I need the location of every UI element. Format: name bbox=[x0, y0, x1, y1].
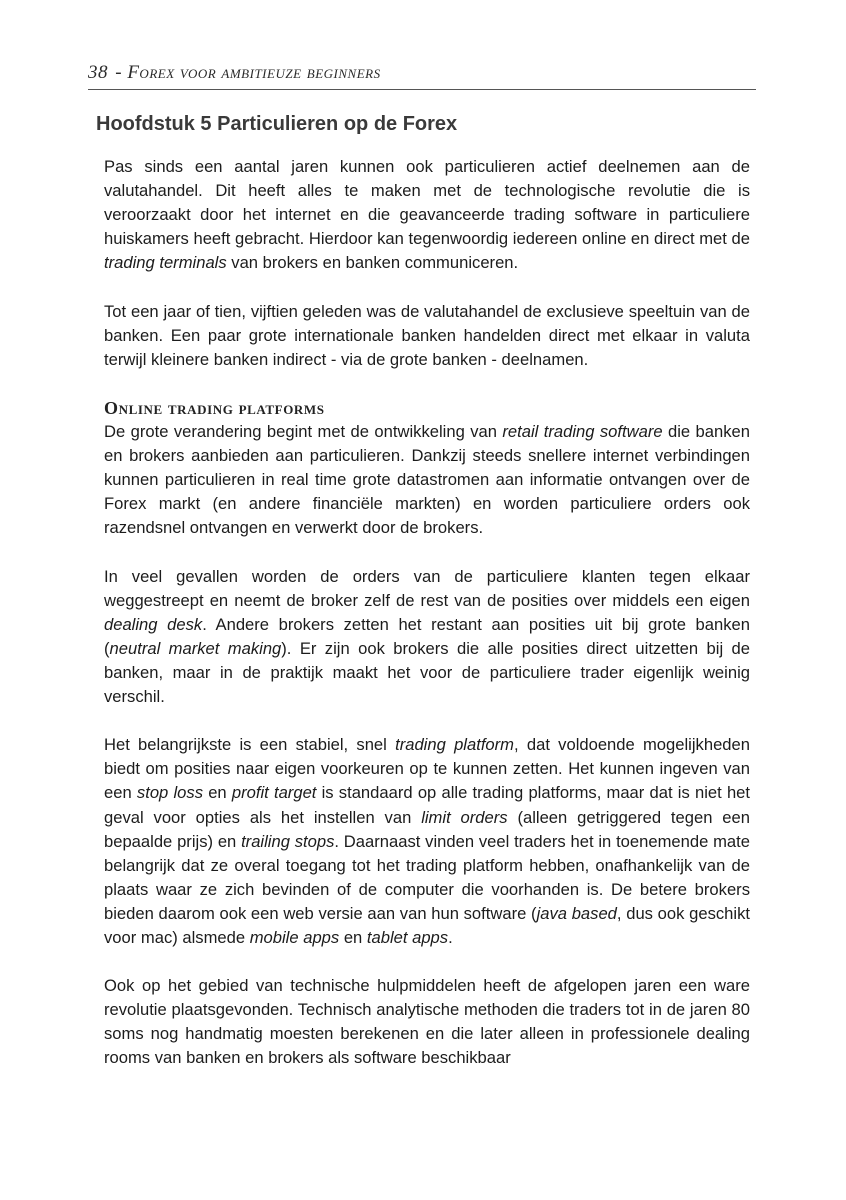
emphasis: stop loss bbox=[136, 783, 203, 803]
text-run: . Daarnaast vinden veel traders het in toenemende mate belangrijk dat ze overal toegang tot het trading platform hebben, onafhankelijk van de plaats waar ze zich bevinden of de computer die voorhanden is. De betere brokers bieden daarom ook een web versie aan van hun software ( bbox=[104, 831, 751, 923]
paragraph-2 bbox=[104, 300, 750, 372]
emphasis: dealing desk bbox=[104, 614, 203, 634]
paragraph-5 bbox=[104, 733, 750, 950]
text-run: (alleen getriggered tegen een bepaalde prijs) en bbox=[104, 807, 750, 851]
emphasis: retail trading software bbox=[502, 422, 663, 442]
text-run: , dus ook geschikt voor mac) alsmede bbox=[104, 903, 750, 947]
running-header bbox=[88, 62, 756, 90]
text-run: en bbox=[339, 928, 367, 947]
text-run: van brokers en banken communiceren. bbox=[226, 253, 519, 273]
text-run: , dat voldoende mogelijkheden biedt om posities naar eigen voorkeuren op te kunnen zetten. Het kunnen ingeven van een bbox=[104, 735, 750, 803]
text-run: De grote verandering begint met de ontwikkeling van bbox=[104, 422, 503, 442]
body-text bbox=[104, 155, 750, 1071]
emphasis: java based bbox=[536, 903, 617, 923]
section-heading: Online trading platforms bbox=[104, 397, 325, 418]
text-run: is standaard op alle trading platforms, maar dat is niet het geval voor opties als het instellen van bbox=[104, 783, 751, 827]
text-run: ). Er zijn ook brokers die alle posities direct uitzetten bij de banken, maar in de praktijk maakt het voor de particuliere trader eigenlijk weinig verschil. bbox=[104, 638, 750, 707]
text-run: . Andere brokers zetten het restant aan posities uit bij grote banken ( bbox=[104, 614, 750, 658]
chapter-title: Hoofdstuk 5 Particulieren op de Forex bbox=[96, 113, 458, 135]
emphasis: trading platform bbox=[395, 735, 515, 755]
text-run: . bbox=[448, 928, 453, 947]
text-run: Het belangrijkste is een stabiel, snel bbox=[104, 735, 396, 755]
text-run: Pas sinds een aantal jaren kunnen ook particulieren actief deelnemen aan de valutahandel. Dit heeft alles te maken met de technologische revolutie die is veroorzaakt door het internet en die geavanceerde trading software in particuliere huiskamers heeft gebracht. Hierdoor kan tegenwoordig iedereen online en direct met de bbox=[104, 157, 750, 249]
header-rule bbox=[88, 89, 756, 90]
page-number: 38 bbox=[88, 62, 108, 83]
emphasis: trading terminals bbox=[104, 253, 227, 273]
emphasis: limit orders bbox=[421, 807, 508, 827]
paragraph-1 bbox=[104, 155, 750, 275]
paragraph-3 bbox=[104, 420, 750, 540]
emphasis: profit target bbox=[231, 783, 317, 803]
book-title: Forex voor ambitieuze beginners bbox=[127, 62, 381, 83]
text-run: en bbox=[203, 783, 232, 803]
emphasis: trailing stops bbox=[241, 831, 335, 851]
text-run: In veel gevallen worden de orders van de particuliere klanten tegen elkaar weggestreept en neemt de broker zelf de rest van de posities over middels een eigen bbox=[104, 566, 750, 610]
text-run: Tot een jaar of tien, vijftien geleden was de valutahandel de exclusieve speeltuin van de banken. Een paar grote internationale banken handelden direct met elkaar in valuta terwijl kleinere banken indirect - via de grote banken - deelnamen. bbox=[104, 301, 750, 369]
text-run: Ook op het gebied van technische hulpmiddelen heeft de afgelopen jaren een ware revolutie plaatsgevonden. Technisch analytische methoden die traders tot in de jaren 80 soms nog handmatig moesten berekenen en die later alleen in professionele dealing rooms van banken en brokers als software beschikbaar bbox=[104, 976, 750, 1068]
paragraph-4 bbox=[104, 565, 750, 710]
header-separator: - bbox=[110, 62, 128, 83]
paragraph-6 bbox=[104, 974, 750, 1070]
emphasis: mobile apps bbox=[249, 928, 340, 947]
text-run: die banken en brokers aanbieden aan particulieren. Dankzij steeds snellere internet verbindingen kunnen particulieren in real time grote datastromen aan informatie ontvangen over de Forex markt (en andere financiële markten) en worden particuliere orders ook razendsnel ontvangen en verwerkt door de brokers. bbox=[104, 422, 750, 538]
emphasis: neutral market making bbox=[109, 638, 282, 658]
emphasis: tablet apps bbox=[366, 928, 449, 947]
